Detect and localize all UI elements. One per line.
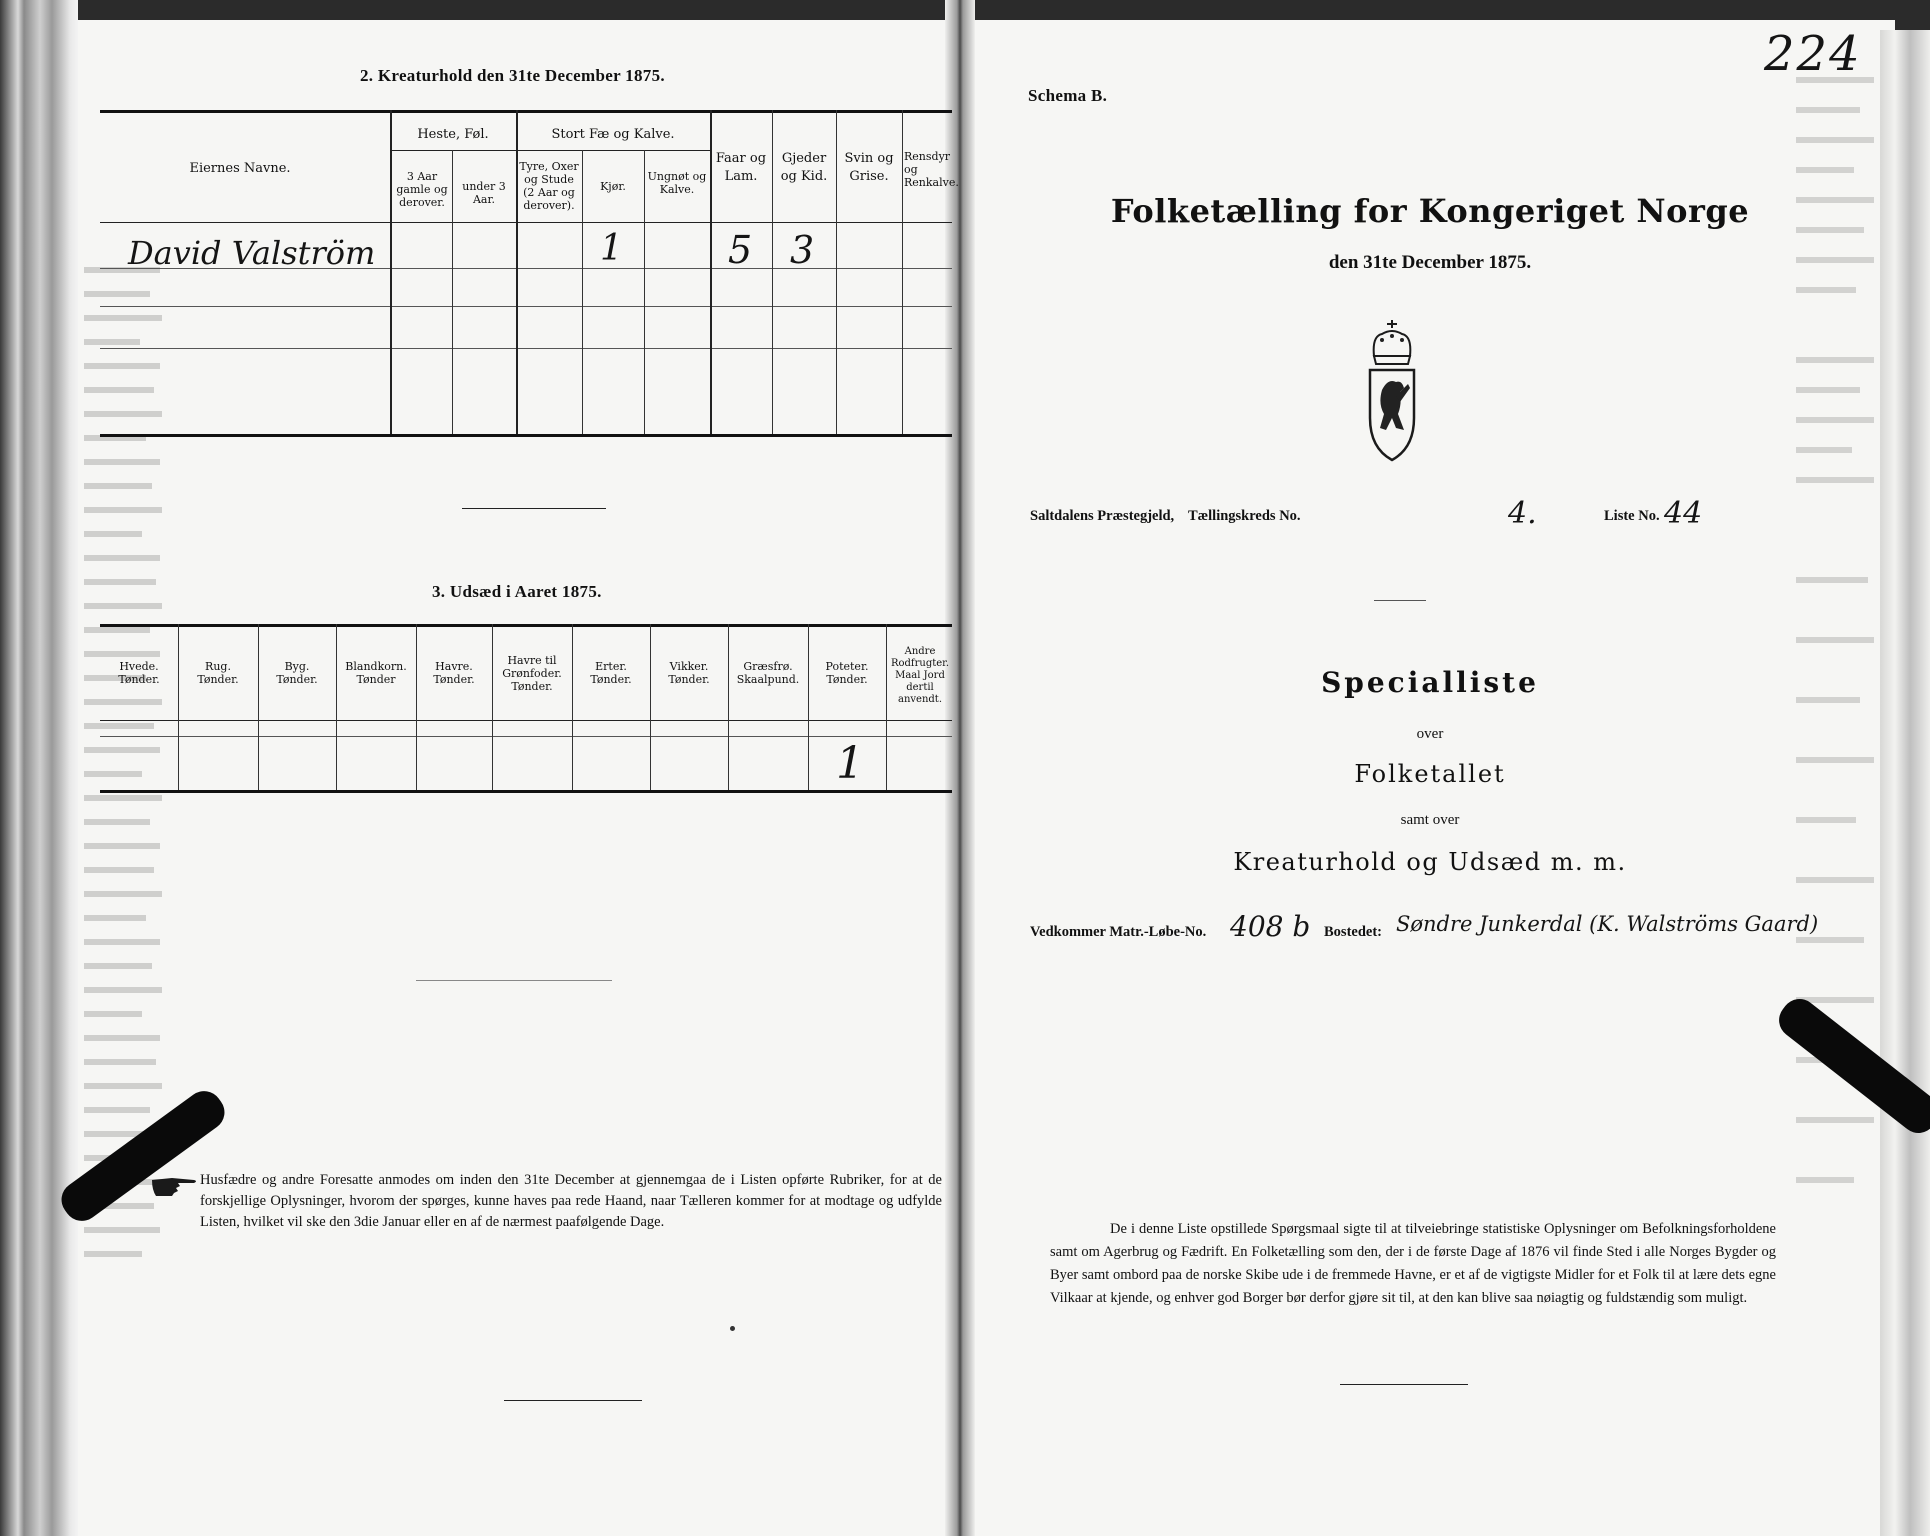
separator-rule: [1374, 600, 1426, 601]
folketallet-text: Folketallet: [1354, 760, 1506, 788]
rye-label: Rug.: [205, 660, 231, 673]
table2-col-rule: [902, 110, 903, 434]
table3-col-rule: [650, 624, 651, 790]
rye-header: [180, 660, 256, 686]
vetch-header: [652, 660, 726, 686]
table3-col-rule: [886, 624, 887, 790]
table2-row-rule: [100, 348, 952, 349]
oats-header: [418, 660, 490, 686]
ink-dot: [730, 1326, 735, 1331]
mixed-grain-header: [338, 660, 414, 686]
matr-label: Vedkommer Matr.-Løbe-No.: [1030, 924, 1207, 940]
cows-value: 1: [600, 228, 623, 269]
liste-label: Liste No.: [1604, 508, 1660, 524]
reindeer-header: Rensdyr og Renkalve.: [904, 150, 959, 189]
table2-col-rule: [582, 150, 583, 434]
table3-col-rule: [572, 624, 573, 790]
table2-col-rule: [772, 110, 773, 434]
barley-header: [260, 660, 334, 686]
document-subtitle: den 31te December 1875.: [1328, 252, 1532, 273]
green-oats-header: [494, 654, 570, 693]
peas-unit: Tønder.: [590, 673, 632, 686]
vetch-unit: Tønder.: [668, 673, 710, 686]
table2-bottom-rule: [100, 434, 952, 437]
grass-seed-header: [730, 660, 806, 686]
horses-group-header: Heste, Føl.: [417, 127, 489, 142]
table3-col-rule: [178, 624, 179, 790]
potatoes-header: [810, 660, 884, 686]
end-rule: [504, 1400, 642, 1401]
root-crops-header: [888, 646, 952, 706]
goats-value: 3: [790, 228, 815, 272]
table3-col-rule: [416, 624, 417, 790]
green-oats-unit: Tønder.: [511, 680, 553, 693]
book-right-edge: [1880, 30, 1930, 1536]
table3-bottom-rule: [100, 790, 952, 793]
separator-rule: [462, 508, 606, 509]
table3-col-rule: [492, 624, 493, 790]
peas-header: [574, 660, 648, 686]
owner-name: David Valström: [128, 234, 376, 272]
coat-of-arms-icon: [1362, 318, 1422, 468]
table3-header-rule: [100, 720, 952, 721]
oats-unit: Tønder.: [433, 673, 475, 686]
goats-header: Gjeder og Kid.: [780, 151, 828, 184]
table2-col-rule: [452, 150, 453, 434]
page-number: 224: [1764, 26, 1862, 82]
footer-paragraph: De i denne Liste opstillede Spørgsmaal sigte til at tilveiebringe statistiske Oplysninger om Befolkningsforholdene samt om Agerbrug og Fædrift. En Folketælling som den, der i de første Dage af 1876 vil finde Sted i alle Norges Bygder og Byer samt ombord paa de norske Skibe ude i de fremmede Havne, er et af de vigtigste Midler for et Folk til at lære dets egne Vilkaar at kjende, og enhver god Borger bør derfor gjøre sit til, at den kan blive saa nøiagtig og fuldstændig som muligt.: [1050, 1221, 1776, 1306]
schema-label: Schema B.: [1028, 86, 1108, 105]
table3-col-rule: [336, 624, 337, 790]
section3-title: 3. Udsæd i Aaret 1875.: [432, 582, 602, 601]
cattle-group-header: Stort Fæ og Kalve.: [551, 127, 675, 142]
owner-column-header: Eiernes Navne.: [189, 161, 291, 176]
book-gutter: [945, 0, 975, 1536]
young-cattle-header: Ungnøt og Kalve.: [647, 170, 707, 196]
liste-value: 44: [1664, 496, 1703, 531]
wheat-label: Hvede.: [119, 660, 159, 673]
green-oats-label: Havre til Grønfoder.: [502, 654, 562, 680]
root-crops-unit: Maal Jord dertil anvendt.: [895, 670, 945, 705]
table2-row-rule: [100, 306, 952, 307]
vetch-label: Vikker.: [669, 660, 709, 673]
over-text: over: [1416, 726, 1444, 742]
grass-seed-label: Græsfrø.: [743, 660, 793, 673]
mixed-grain-label: Blandkorn.: [345, 660, 407, 673]
table3-top-rule: [100, 624, 952, 627]
bosted-label: Bostedet:: [1324, 924, 1382, 940]
bosted-value: Søndre Junkerdal (K. Walströms Gaard): [1396, 912, 1819, 936]
cows-header: Kjør.: [600, 180, 626, 193]
bulls-oxen-header: Tyre, Oxer og Stude (2 Aar og derover).: [519, 160, 579, 212]
section2-title: 2. Kreaturhold den 31te December 1875.: [360, 66, 665, 85]
samt-over-text: samt over: [1400, 812, 1460, 828]
table2-top-rule: [100, 110, 952, 113]
table3-col-rule: [728, 624, 729, 790]
table2-col-rule: [644, 150, 645, 434]
document-title: Folketælling for Kongeriget Norge: [1110, 192, 1750, 230]
pigs-header: Svin og Grise.: [844, 151, 894, 184]
end-rule: [1340, 1384, 1468, 1385]
table3-col-rule: [808, 624, 809, 790]
kreaturhold-text: Kreaturhold og Udsæd m. m.: [1233, 848, 1627, 876]
potatoes-unit: Tønder.: [826, 673, 868, 686]
mixed-grain-unit: Tønder: [356, 673, 396, 686]
wheat-header: [102, 660, 176, 686]
horses-under3-header: under 3 Aar.: [462, 180, 506, 206]
pointing-hand-icon: [150, 1170, 200, 1198]
table2-col-rule: [516, 110, 518, 434]
table2-group-rule: [390, 150, 710, 151]
horses-3yr-header: 3 Aar gamle og derover.: [396, 170, 448, 209]
wheat-unit: Tønder.: [118, 673, 160, 686]
grass-seed-unit: Skaalpund.: [736, 673, 800, 686]
peas-label: Erter.: [595, 660, 627, 673]
root-crops-label: Andre Rodfrugter.: [890, 646, 950, 669]
prestegjeld-label: Saltdalens Præstegjeld,: [1030, 508, 1175, 524]
potatoes-value: 1: [836, 738, 864, 789]
oats-label: Havre.: [435, 660, 473, 673]
specialliste-heading: Specialliste: [1321, 666, 1539, 699]
barley-unit: Tønder.: [276, 673, 318, 686]
sheep-value: 5: [728, 228, 753, 272]
faint-rule: [416, 980, 612, 981]
table2-header-rule: [100, 222, 952, 223]
table3-col-rule: [258, 624, 259, 790]
bleed-through-left: [80, 260, 170, 1460]
table3-row-rule: [100, 736, 952, 737]
matr-value: 408 b: [1230, 910, 1311, 943]
kreds-label: Tællingskreds No.: [1188, 508, 1301, 524]
potatoes-label: Poteter.: [825, 660, 869, 673]
rye-unit: Tønder.: [197, 673, 239, 686]
notice-text: Husfædre og andre Foresatte anmodes om inden den 31te December at gjennemgaa de i Listen opførte Rubriker, for at de forskjellige Oplysninger, hvorom der spørges, kunne haves paa rede Haand, naar Tælleren kommer for at modtage og udfylde Listen, hvilket vil ske den 3die Januar eller en af de nærmest paafølgende Dage.: [200, 1172, 942, 1230]
book-left-edge: [0, 0, 78, 1536]
kreds-value: 4.: [1508, 496, 1537, 531]
sheep-header: Faar og Lam.: [715, 151, 767, 184]
table2-col-rule: [836, 110, 837, 434]
barley-label: Byg.: [284, 660, 310, 673]
table2-col-rule: [390, 110, 392, 434]
